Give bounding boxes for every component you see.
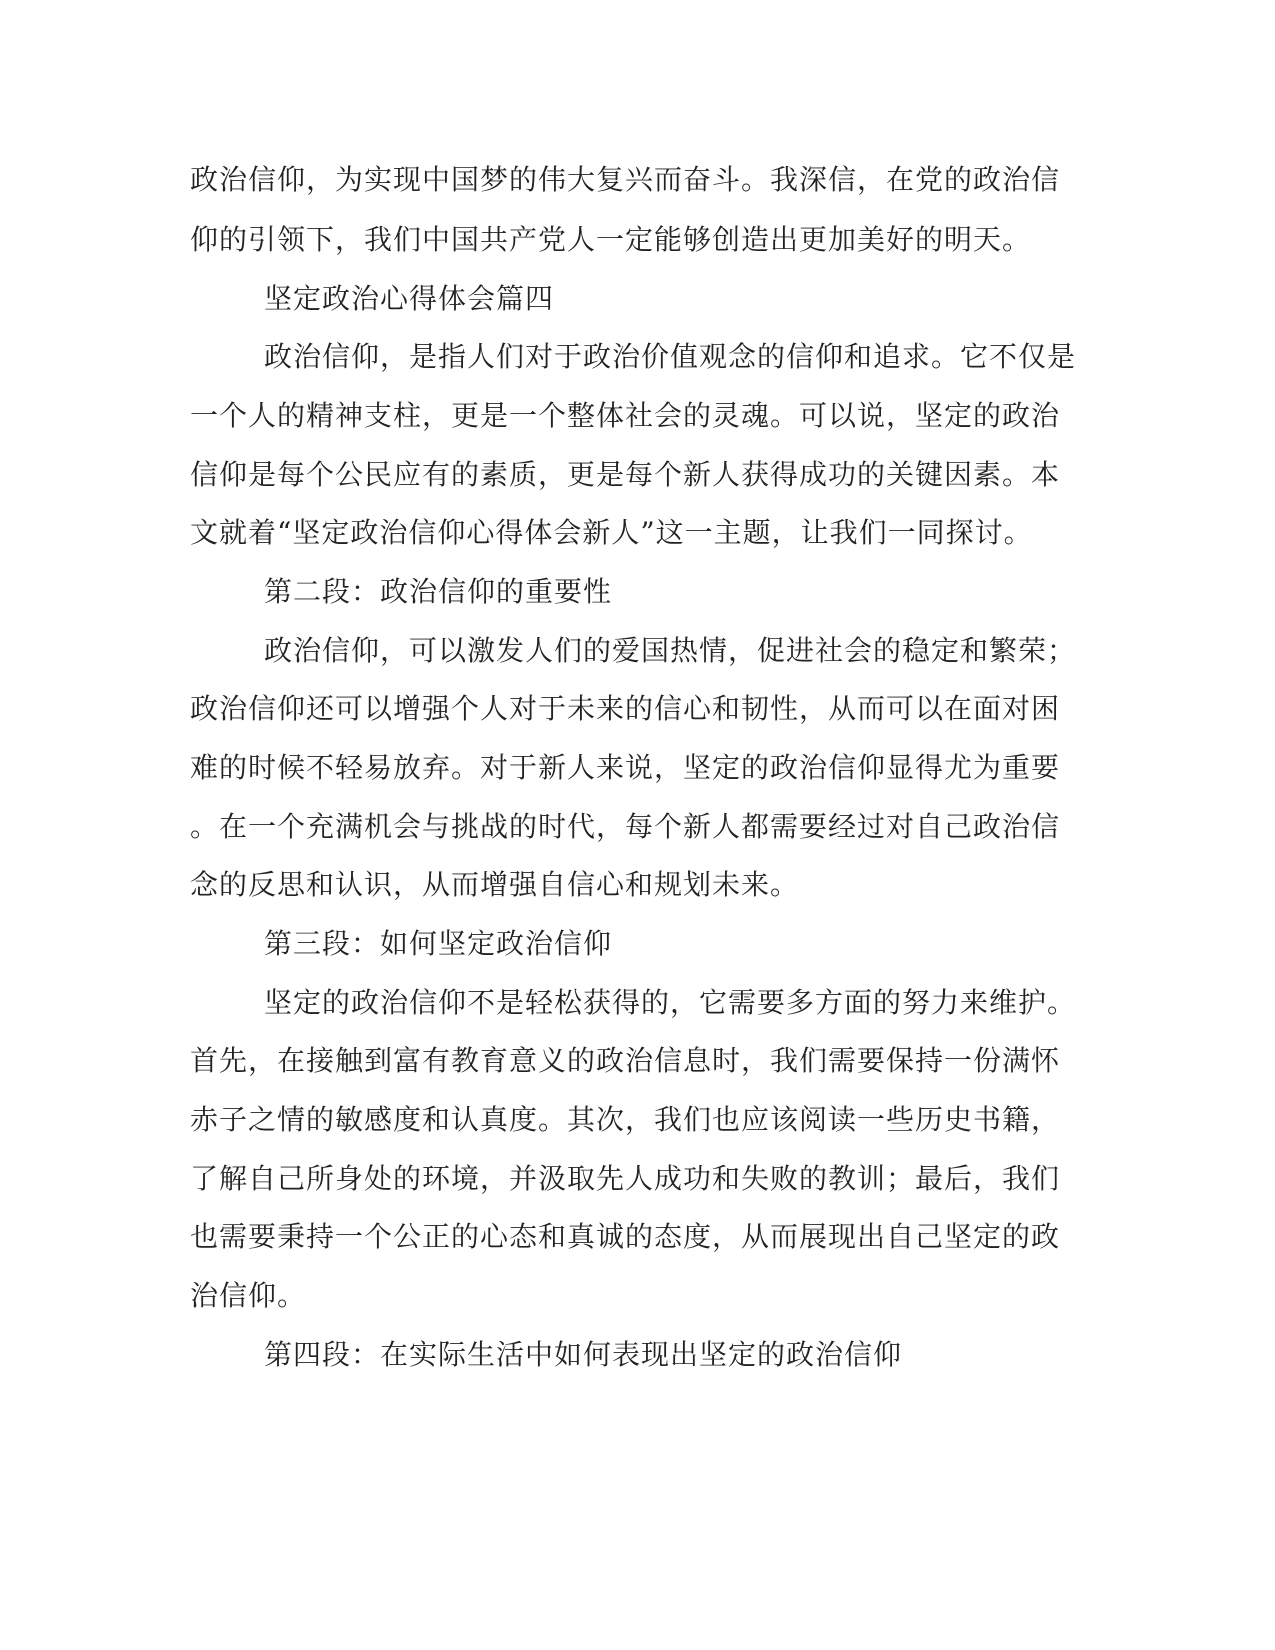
paragraph-line: 政治信仰，是指人们对于政治价值观念的信仰和追求。它不仅是	[264, 340, 1077, 373]
paragraph-line: 。在一个充满机会与挑战的时代，每个新人都需要经过对自己政治信	[190, 810, 1061, 843]
paragraph-line: 首先，在接触到富有教育意义的政治信息时，我们需要保持一份满怀	[190, 1044, 1061, 1077]
section-heading: 第四段：在实际生活中如何表现出坚定的政治信仰	[264, 1338, 903, 1371]
paragraph-line: 了解自己所身处的环境，并汲取先人成功和失败的教训；最后，我们	[190, 1162, 1061, 1195]
paragraph-line: 政治信仰，为实现中国梦的伟大复兴而奋斗。我深信，在党的政治信	[190, 163, 1061, 196]
paragraph-line: 仰的引领下，我们中国共产党人一定能够创造出更加美好的明天。	[190, 223, 1032, 256]
paragraph-line: 也需要秉持一个公正的心态和真诚的态度，从而展现出自己坚定的政	[190, 1220, 1061, 1253]
section-heading: 第二段：政治信仰的重要性	[264, 575, 613, 608]
section-heading: 坚定政治心得体会篇四	[264, 282, 555, 315]
paragraph-line: 治信仰。	[190, 1279, 307, 1312]
paragraph-line: 一个人的精神支柱，更是一个整体社会的灵魂。可以说，坚定的政治	[190, 399, 1061, 432]
paragraph-line: 政治信仰，可以激发人们的爱国热情，促进社会的稳定和繁荣；	[264, 634, 1077, 667]
paragraph-line: 政治信仰还可以增强个人对于未来的信心和韧性，从而可以在面对困	[190, 692, 1061, 725]
section-heading: 第三段：如何坚定政治信仰	[264, 927, 613, 960]
paragraph-line: 赤子之情的敏感度和认真度。其次，我们也应该阅读一些历史书籍，	[190, 1103, 1061, 1136]
paragraph-line: 文就着“坚定政治信仰心得体会新人”这一主题，让我们一同探讨。	[190, 516, 1033, 549]
paragraph-line: 念的反思和认识，从而增强自信心和规划未来。	[190, 868, 800, 901]
paragraph-line: 信仰是每个公民应有的素质，更是每个新人获得成功的关键因素。本	[190, 458, 1061, 491]
paragraph-line: 难的时候不轻易放弃。对于新人来说，坚定的政治信仰显得尤为重要	[190, 751, 1061, 784]
paragraph-line: 坚定的政治信仰不是轻松获得的，它需要多方面的努力来维护。	[264, 986, 1077, 1019]
